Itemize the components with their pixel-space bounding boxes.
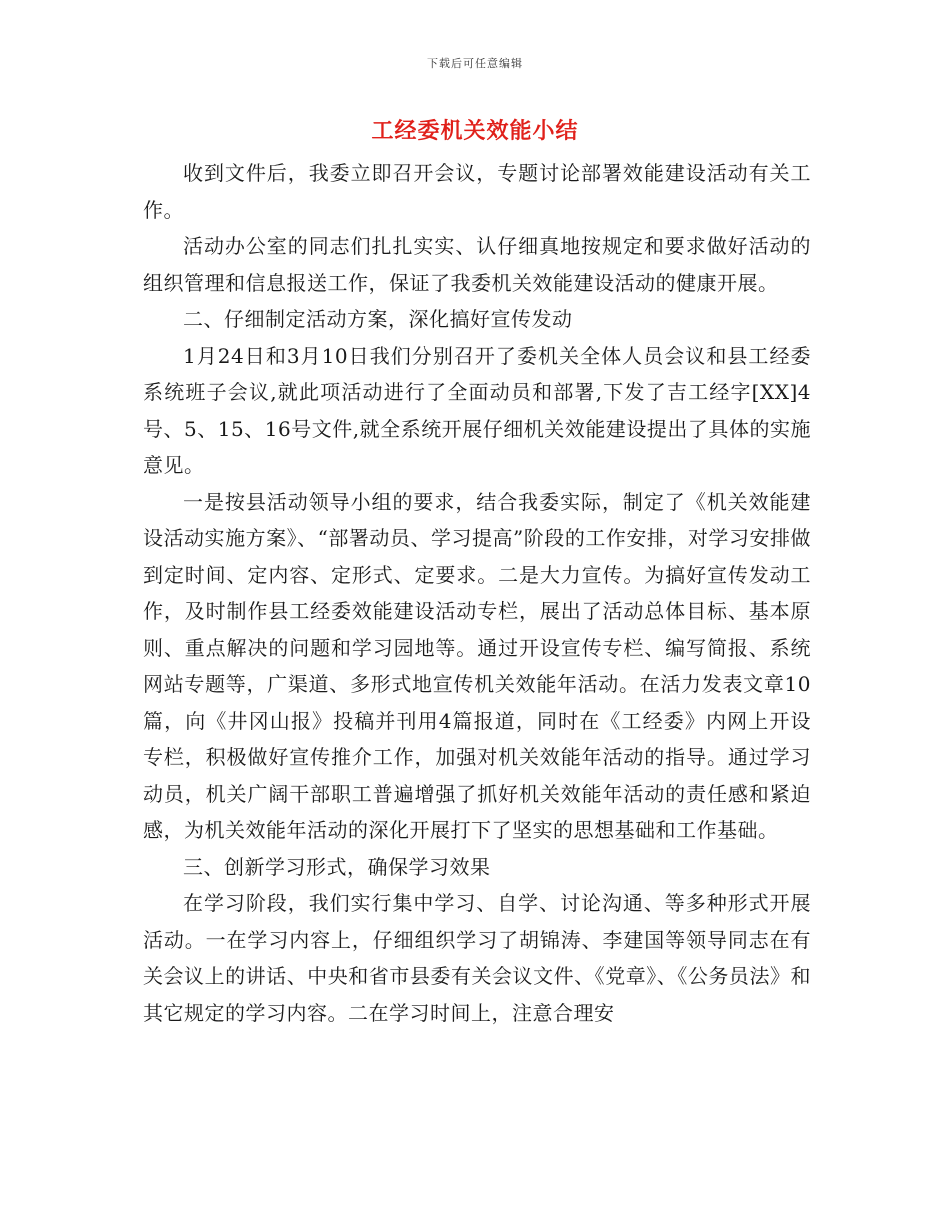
paragraph-intro: 收到文件后，我委立即召开会议，专题讨论部署效能建设活动有关工作。: [143, 161, 811, 222]
section-heading-2: 二、仔细制定活动方案，深化搞好宣传发动: [183, 307, 573, 331]
document-body: [143, 155, 811, 1031]
paragraph-office-work: 活动办公室的同志们扎扎实实、认仔细真地按规定和要求做好活动的组织管理和信息报送工作，保证了我委机关效能建设活动的健康开展。: [143, 234, 811, 295]
paragraph-meetings: 1月24日和3月10日我们分别召开了委机关全体人员会议和县工经委系统班子会议,就此项活动进行了全面动员和部署,下发了吉工经字[XX]4号、5、15、16号文件,就全系统开展仔细机关效能建设提出了具体的实施意见。: [143, 343, 811, 477]
paragraph-publicity: 一是按县活动领导小组的要求，结合我委实际，制定了《机关效能建设活动实施方案》、“部署动员、学习提高”阶段的工作安排，对学习安排做到定时间、定内容、定形式、定要求。二是大力宣传。为搞好宣传发动工作，及时制作县工经委效能建设活动专栏，展出了活动总体目标、基本原则、重点解决的问题和学习园地等。通过开设宣传专栏、编写简报、系统网站专题等，广渠道、多形式地宣传机关效能年活动。在活力发表文章10篇，向《井冈山报》投稿并刊用4篇报道，同时在《工经委》内网上开设专栏，积极做好宣传推介工作，加强对机关效能年活动的指导。通过学习动员，机关广阔干部职工普遍增强了抓好机关效能年活动的责任感和紧迫感，为机关效能年活动的深化开展打下了坚实的思想基础和工作基础。: [143, 489, 811, 842]
document-title: 工经委机关效能小结: [371, 118, 579, 144]
paragraph-study: 在学习阶段，我们实行集中学习、自学、讨论沟通、等多种形式开展活动。一在学习内容上，仔细组织学习了胡锦涛、李建国等领导同志在有关会议上的讲话、中央和省市县委有关会议文件、《党章》、《公务员法》和其它规定的学习内容。二在学习时间上，注意合理安: [143, 891, 811, 1025]
header-note: 下载后可任意编辑: [427, 57, 523, 70]
section-heading-3: 三、创新学习形式，确保学习效果: [183, 854, 491, 879]
